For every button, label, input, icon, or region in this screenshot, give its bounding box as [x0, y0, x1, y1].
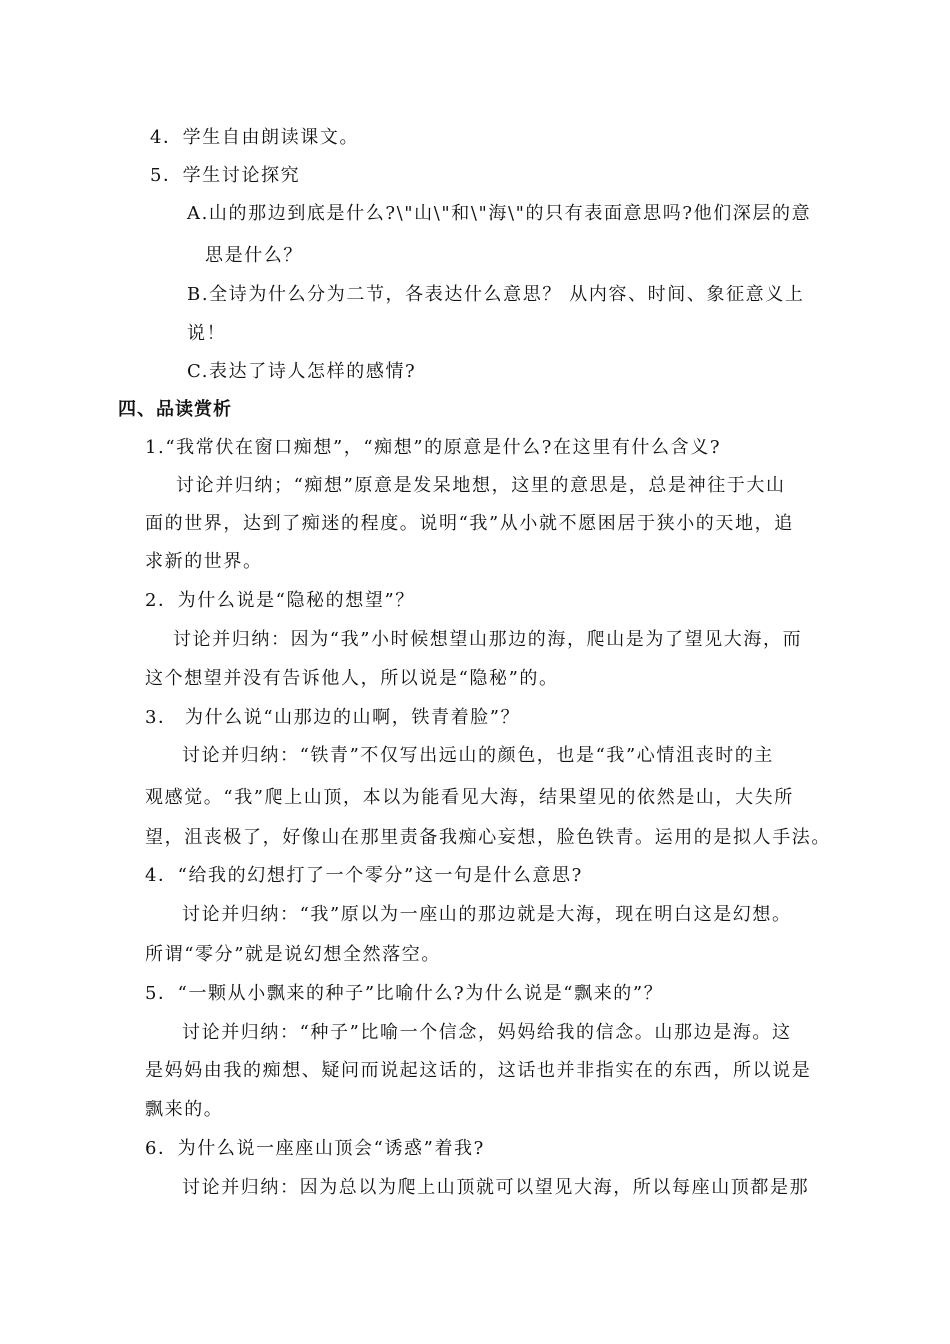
item-2-answer-line-1: 讨论并归纳：因为“我”小时候想望山那边的海，爬山是为了望见大海，而: [173, 629, 803, 650]
item-3-answer-line-2: 观感觉。“我”爬上山顶，本以为能看见大海，结果望见的依然是山，大失所: [145, 787, 794, 808]
question-a-line-1: A.山的那边到底是什么?\"山\"和\"海\"的只有表面意思吗?他们深层的意: [187, 203, 812, 224]
question-a-line-2: 思是什么？: [205, 245, 303, 266]
step-4: 4．学生自由朗读课文。: [150, 127, 360, 148]
question-b-line-1: B.全诗为什么分为二节，各表达什么意思？ 从内容、时间、象征意义上: [187, 284, 805, 305]
question-c: C.表达了诗人怎样的感情?: [187, 361, 417, 382]
item-4-answer-line-2: 所谓“零分”就是说幻想全然落空。: [145, 944, 442, 965]
question-b-line-2: 说！: [187, 323, 227, 344]
item-4-answer-line-1: 讨论并归纳：“我”原以为一座山的那边就是大海，现在明白这是幻想。: [182, 904, 792, 925]
item-5-answer-line-1: 讨论并归纳：“种子”比喻一个信念，妈妈给我的信念。山那边是海。这: [182, 1022, 792, 1043]
item-5-question: 5．“一颗从小飘来的种子”比喻什么?为什么说是“飘来的”？: [145, 983, 664, 1004]
item-3-answer-line-3: 望，沮丧极了，好像山在那里责备我痴心妄想，脸色铁青。运用的是拟人手法。: [145, 827, 831, 848]
item-3-answer-line-1: 讨论并归纳：“铁青”不仅写出远山的颜色，也是“我”心情沮丧时的主: [182, 745, 775, 766]
item-4-question: 4．“给我的幻想打了一个零分”这一句是什么意思?: [145, 865, 583, 886]
step-5: 5．学生讨论探究: [150, 165, 301, 186]
item-1-answer-line-1: 讨论并归纳；“痴想”原意是发呆地想，这里的意思是，总是神往于大山: [176, 475, 786, 496]
item-5-answer-line-3: 飘来的。: [145, 1099, 224, 1120]
item-1-answer-line-2: 面的世界，达到了痴迷的程度。说明“我”从小就不愿困居于狭小的天地，追: [145, 513, 794, 534]
item-2-question: 2．为什么说是“隐秘的想望”？: [145, 590, 415, 611]
item-1-answer-line-3: 求新的世界。: [145, 551, 263, 572]
item-5-answer-line-2: 是妈妈由我的痴想、疑问而说起这话的，这话也并非指实在的东西，所以说是: [145, 1060, 812, 1081]
item-6-answer-line-1: 讨论并归纳：因为总以为爬上山顶就可以望见大海，所以每座山顶都是那: [182, 1177, 810, 1198]
item-1-question: 1.“我常伏在窗口痴想”，“痴想”的原意是什么?在这里有什么含义?: [145, 437, 722, 458]
section-heading: 四、品读赏析: [118, 399, 232, 420]
item-2-answer-line-2: 这个想望并没有告诉他人，所以说是“隐秘”的。: [145, 668, 559, 689]
item-3-question: 3． 为什么说“山那边的山啊，铁青着脸”？: [145, 707, 521, 728]
item-6-question: 6．为什么说一座座山顶会“诱惑”着我?: [145, 1138, 485, 1159]
